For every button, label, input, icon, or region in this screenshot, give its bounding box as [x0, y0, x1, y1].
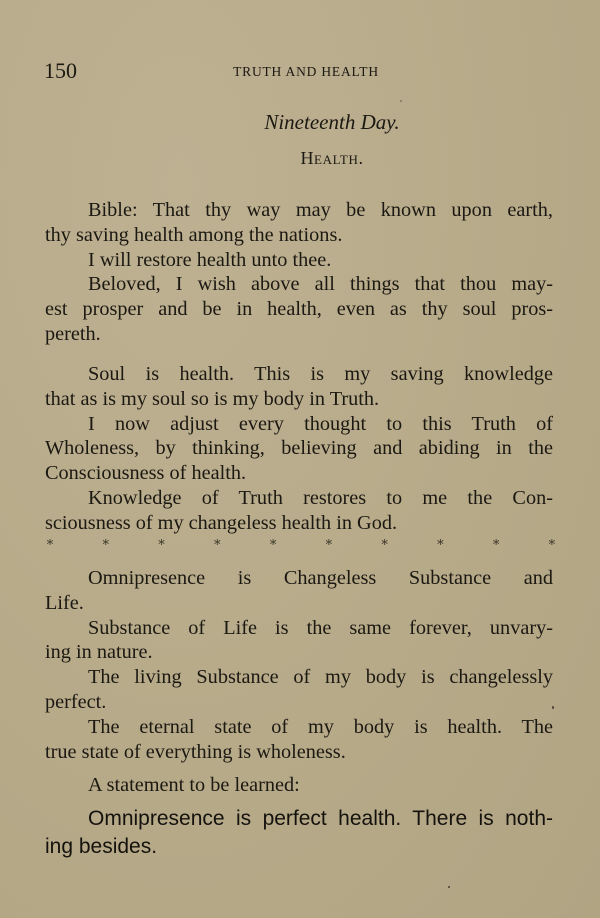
text-line: Bible: That thy way may be known upon earth,	[88, 199, 553, 221]
statement-to-learn	[45, 805, 553, 861]
asterisk-icon: *	[214, 538, 221, 553]
text-line: Soul is health. This is my saving knowledge	[88, 363, 553, 385]
omnipresence-section	[45, 566, 553, 798]
text-line: Knowledge of Truth restores to me the Con-	[88, 486, 553, 509]
text-line: ing besides.	[45, 835, 158, 858]
text-line: Substance of Life is the same forever, unvary-	[88, 616, 553, 639]
separator-stars	[45, 538, 557, 553]
text-line: that as is my soul so is my body in Truth.	[45, 387, 380, 410]
page-number: 150	[44, 58, 77, 83]
running-head: TRUTH AND HEALTH	[233, 64, 379, 79]
text-line: sciousness of my changeless health in God.	[45, 511, 398, 534]
text-line: est prosper and be in health, even as thy soul pros-	[45, 298, 553, 321]
text-line: perfect.	[45, 690, 107, 713]
asterisk-icon: *	[548, 538, 556, 553]
asterisk-icon: *	[437, 538, 444, 553]
asterisk-icon: *	[158, 538, 165, 553]
statement-intro: A statement to be learned:	[88, 774, 300, 797]
bible-section	[45, 198, 553, 347]
text-line: The living Substance of my body is changelessly	[88, 666, 553, 689]
text-line: Consciousness of health.	[45, 462, 247, 485]
text-line: thy saving health among the nations.	[45, 223, 343, 246]
paper-speck	[448, 886, 450, 888]
text-line: I now adjust every thought to this Truth of	[88, 412, 553, 435]
text-line: true state of everything is wholeness.	[45, 740, 346, 763]
text-line: Beloved, I wish above all things that thou may-	[88, 273, 553, 296]
paper-speck	[552, 706, 554, 709]
text-line: Life.	[45, 591, 84, 614]
text-line: Omnipresence is Changeless Substance and	[88, 567, 553, 589]
text-line: Wholeness, by thinking, believing and abiding in the	[45, 437, 553, 460]
text-line: I will restore health unto thee.	[88, 248, 332, 271]
text-line: The eternal state of my body is health. The	[88, 715, 553, 738]
text-line: ing in nature.	[45, 641, 153, 664]
text-line: Omnipresence is perfect health. There is noth-	[88, 807, 553, 830]
text-line: pereth.	[45, 322, 101, 345]
day-title: Nineteenth Day.	[264, 110, 400, 134]
asterisk-icon: *	[325, 538, 333, 553]
asterisk-icon: *	[46, 538, 54, 553]
asterisk-icon: *	[381, 538, 388, 553]
asterisk-icon: *	[492, 538, 500, 553]
asterisk-icon: *	[102, 538, 110, 553]
paper-speck	[400, 100, 402, 102]
asterisk-icon: *	[269, 538, 277, 553]
section-title: Health.	[300, 148, 364, 168]
soul-section	[45, 362, 553, 536]
